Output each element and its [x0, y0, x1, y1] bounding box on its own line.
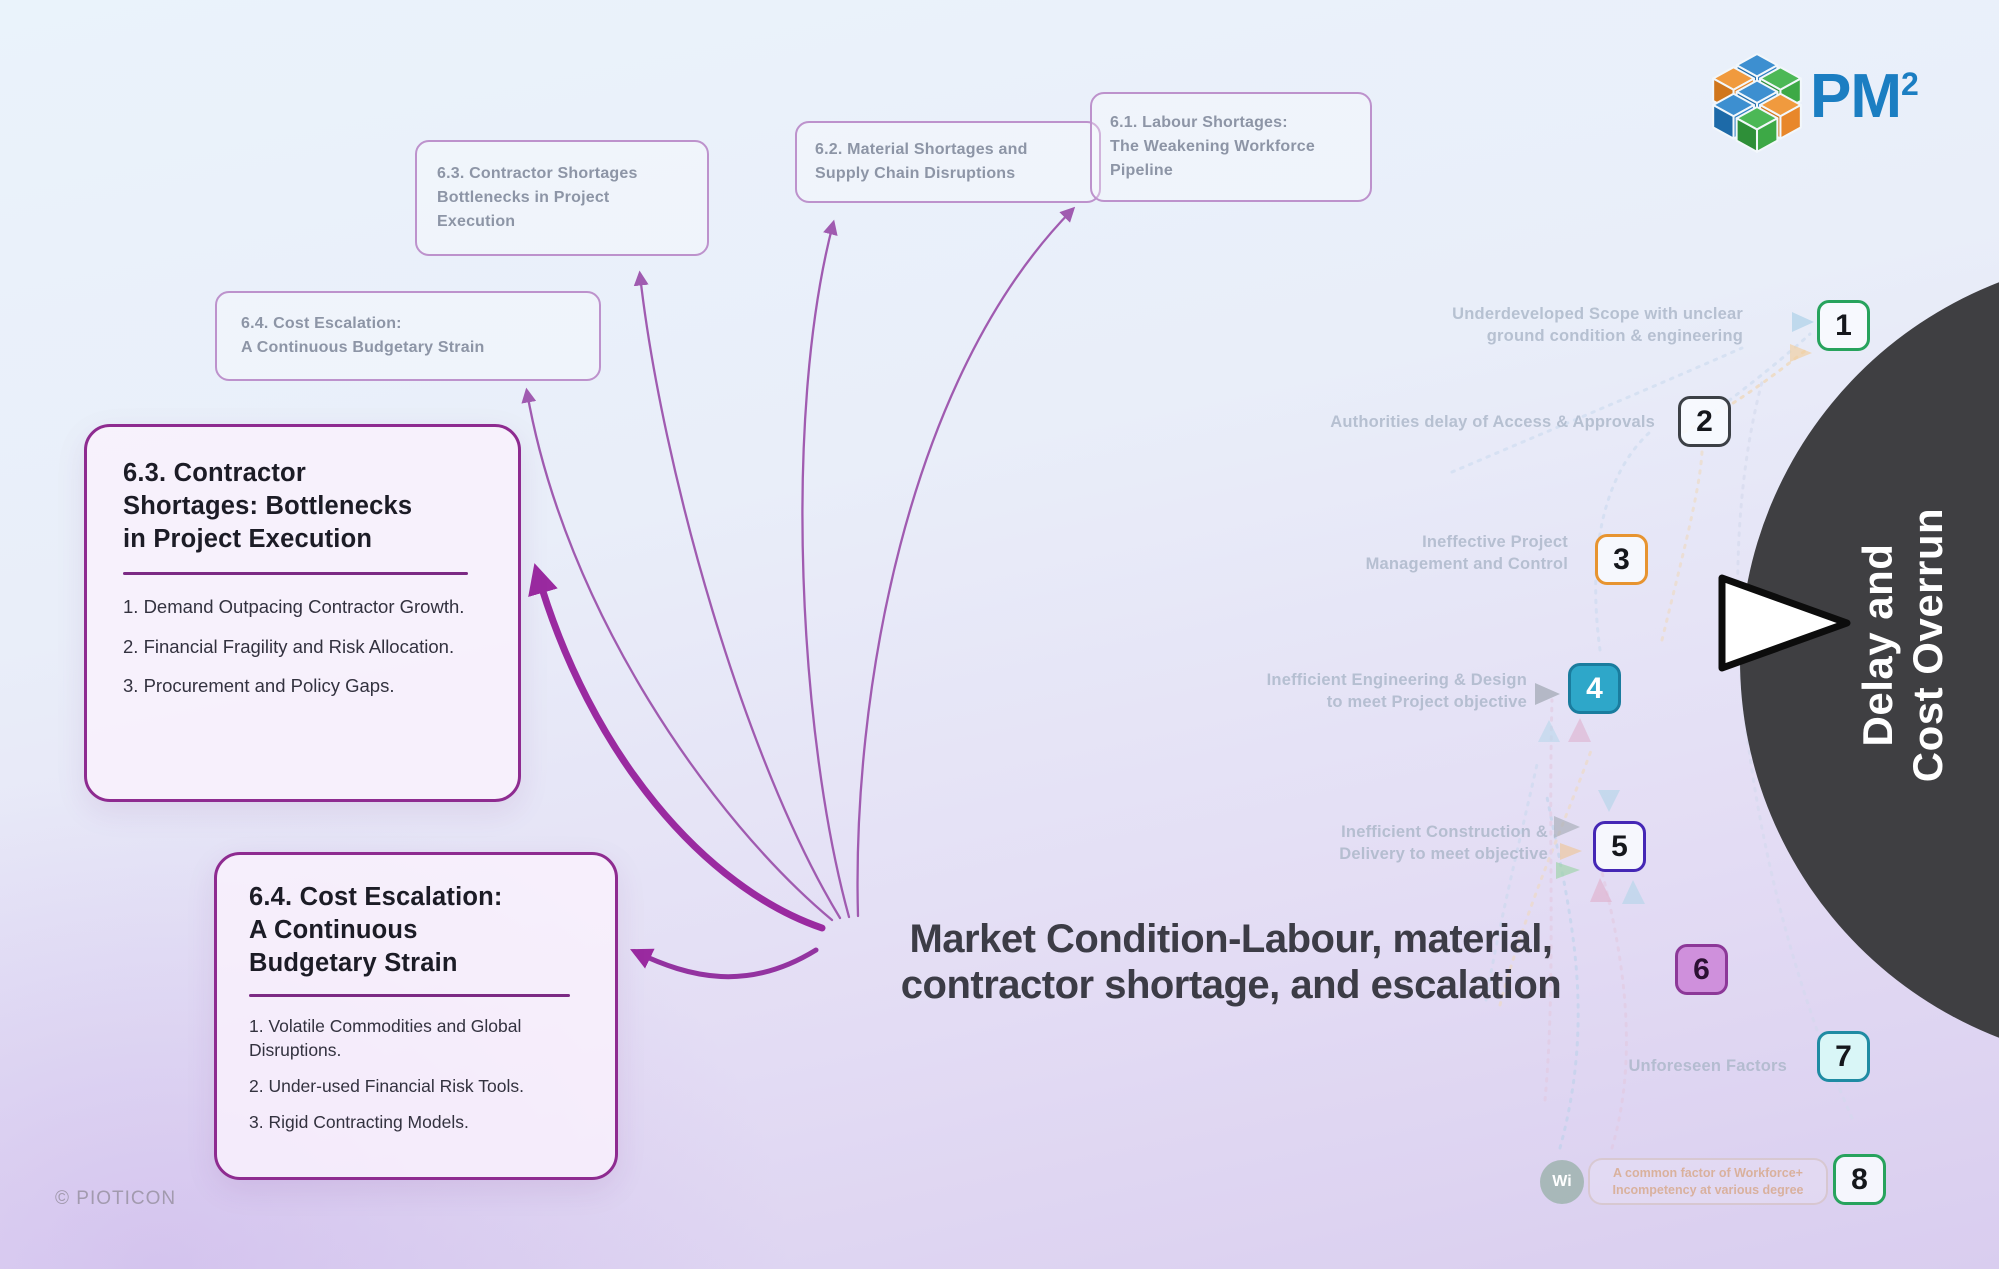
arrow-to-detail-64 [636, 950, 816, 977]
list-item: 3. Rigid Contracting Models. [249, 1111, 469, 1132]
copyright: © PIOTICON [55, 1188, 177, 1209]
sequence-label-1: Underdeveloped Scope with unclear ground condition & engineering [1452, 305, 1743, 345]
list-item: 1. Volatile Commodities and Global Disruptions. [249, 1016, 522, 1060]
footnote-pill: A common factor of Workforce+ Incompetency at various degree [1588, 1158, 1828, 1205]
sequence-badge-8: 8 [1833, 1154, 1886, 1205]
sequence-label-5: Inefficient Construction & Delivery to meet objective [1339, 823, 1548, 863]
arrow-to-mini-62 [802, 224, 849, 917]
list-item: 1. Demand Outpacing Contractor Growth. [123, 596, 465, 618]
sequence-badge-2: 2 [1678, 396, 1731, 447]
list-item: 2. Financial Fragility and Risk Allocation. [123, 635, 455, 657]
sequence-badge-6: 6 [1675, 944, 1728, 995]
wi-avatar: Wi [1540, 1160, 1584, 1204]
mini-box-61: 6.1. Labour Shortages: The Weakening Workforce Pipeline [1090, 92, 1372, 202]
outcome-label: Delay and Cost Overrun [1854, 507, 1952, 783]
mini-box-63: 6.3. Contractor Shortages Bottlenecks in Project Execution [415, 140, 709, 256]
sequence-label-2: Authorities delay of Access & Approvals [1330, 413, 1655, 431]
divider [249, 994, 570, 997]
detail-box-63 [84, 424, 521, 802]
arrow-to-mini-64 [527, 392, 832, 920]
arrow-to-mini-61 [858, 210, 1072, 916]
divider [123, 572, 468, 575]
sequence-badge-3: 3 [1595, 534, 1648, 585]
sequence-badge-5: 5 [1593, 821, 1646, 872]
list-item: 3. Procurement and Policy Gaps. [123, 675, 395, 697]
sequence-badge-1: 1 [1817, 300, 1870, 351]
sequence-label-7: Unforeseen Factors [1628, 1057, 1787, 1075]
mini-box-62: 6.2. Material Shortages and Supply Chain Disruptions [795, 121, 1101, 203]
sequence-badge-7: 7 [1817, 1031, 1870, 1082]
detail-box-63-title: 6.3. Contractor Shortages: Bottlenecks in Project Execution [123, 459, 413, 554]
sequence-label-4: Inefficient Engineering & Design to meet Project objective [1266, 671, 1527, 711]
pm2-cube-icon [1712, 52, 1802, 158]
sequence-badge-4: 4 [1568, 663, 1621, 714]
detail-box-64 [214, 852, 618, 1180]
play-icon [1722, 578, 1847, 668]
sequence-label-3: Ineffective Project Management and Control [1365, 533, 1568, 573]
mini-box-64: 6.4. Cost Escalation: A Continuous Budgetary Strain [215, 291, 601, 381]
central-topic-title: Market Condition-Labour, material, contractor shortage, and escalation [900, 917, 1562, 1007]
list-item: 2. Under-used Financial Risk Tools. [249, 1075, 524, 1096]
pm2-logo-text: $PM^2$ [1810, 62, 1918, 131]
pm2-logo [1712, 52, 1918, 158]
detail-box-64-title: 6.4. Cost Escalation: A Continuous Budgetary Strain [249, 883, 503, 978]
